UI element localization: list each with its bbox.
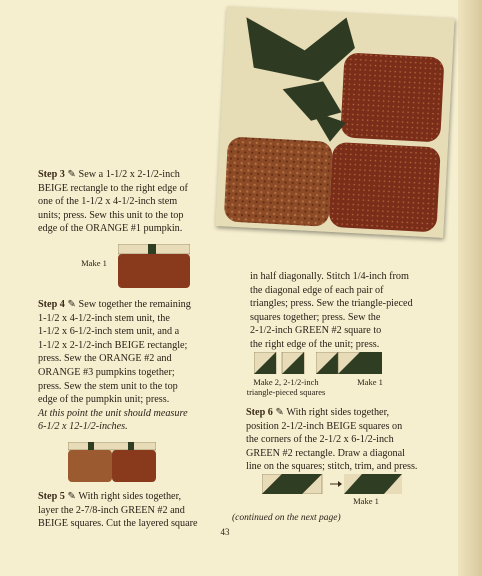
step6-line: position 2-1/2-inch BEIGE squares on [246, 420, 403, 432]
step3-block-diagram [118, 244, 190, 288]
step3-label: Step 3 [38, 169, 65, 180]
step5-cont-text [250, 270, 450, 352]
pencil-icon: ✎ [67, 491, 76, 502]
step5-line: With right sides together, [78, 491, 182, 502]
step4-note: 6-1/2 x 12-1/2-inches. [38, 421, 128, 433]
triangle-unit-diagram [316, 352, 404, 374]
step6-line: the corners of the 2-1/2 x 6-1/2-inch [246, 434, 394, 446]
step6-caption: Make 1 [353, 496, 379, 506]
step4-line: Sew together the remaining [78, 299, 191, 310]
step3-text [38, 168, 228, 236]
step4-line: 1-1/2 x 2-1/2-inch BEIGE rectangle; [38, 339, 188, 351]
step4-line: 1-1/2 x 4-1/2-inch stem unit, the [38, 312, 170, 324]
step4-line: press. Sew the stem unit to the top [38, 380, 178, 392]
step6-line: With right sides together, [286, 407, 390, 418]
step6-label: Step 6 [246, 407, 273, 418]
step5-text [38, 490, 228, 531]
step5-cont-line: in half diagonally. Stitch 1/4-inch from [250, 271, 409, 282]
step5-caption-left [246, 377, 326, 397]
step5-cont-line: squares together; press. Sew the [250, 311, 381, 323]
step3-line: Sew a 1-1/2 x 2-1/2-inch [78, 169, 180, 180]
step5-line: BEIGE squares. Cut the layered square [38, 518, 198, 530]
step3-line: BEIGE rectangle to the right edge of [38, 182, 188, 194]
caption-line: Make 2, 2-1/2-inch [253, 377, 319, 387]
step3-line: one of the 1-1/2 x 4-1/2-inch stem [38, 196, 178, 208]
quilt-photo-graphic [215, 6, 454, 238]
step5-caption-right: Make 1 [357, 377, 383, 387]
step6-line: line on the squares; stitch, trim, and press. [246, 461, 418, 473]
step5-cont-line: the diagonal edge of each pair of [250, 284, 384, 296]
step6-diagram [262, 474, 402, 494]
step4-line: press. Sew the ORANGE #2 and [38, 353, 172, 365]
step5-cont-line: 2-1/2-inch GREEN #2 square to [250, 325, 382, 337]
step5-cont-line: the right edge of the unit; press. [250, 338, 380, 350]
pencil-icon: ✎ [67, 299, 76, 310]
step3-line: edge of the ORANGE #1 pumpkin. [38, 223, 183, 235]
page-gutter [458, 0, 482, 576]
step4-line: 1-1/2 x 6-1/2-inch stem unit, and a [38, 326, 180, 338]
step5-label: Step 5 [38, 491, 65, 502]
triangle-squares-diagram [254, 352, 306, 374]
step4-note: At this point the unit should measure [38, 407, 188, 419]
step5-line: layer the 2-7/8-inch GREEN #2 and [38, 504, 185, 516]
continued-note: (continued on the next page) [232, 513, 341, 523]
step5-cont-line: triangles; press. Sew the triangle-pieced [250, 298, 413, 310]
step4-label: Step 4 [38, 299, 65, 310]
page-number: 43 [220, 527, 230, 537]
step4-line: edge of the pumpkin unit; press. [38, 394, 170, 406]
quilt-photo [215, 6, 454, 238]
step6-text [246, 406, 456, 474]
pencil-icon: ✎ [67, 169, 76, 180]
step3-line: units; press. Sew this unit to the top [38, 209, 184, 221]
step4-line: ORANGE #3 pumpkins together; [38, 366, 175, 378]
step6-line: GREEN #2 rectangle. Draw a diagonal [246, 447, 405, 459]
step4-text [38, 298, 228, 434]
step4-block-diagram [68, 442, 156, 482]
step3-caption: Make 1 [81, 258, 107, 268]
pencil-icon: ✎ [275, 407, 284, 418]
caption-line: triangle-pieced squares [246, 387, 326, 397]
